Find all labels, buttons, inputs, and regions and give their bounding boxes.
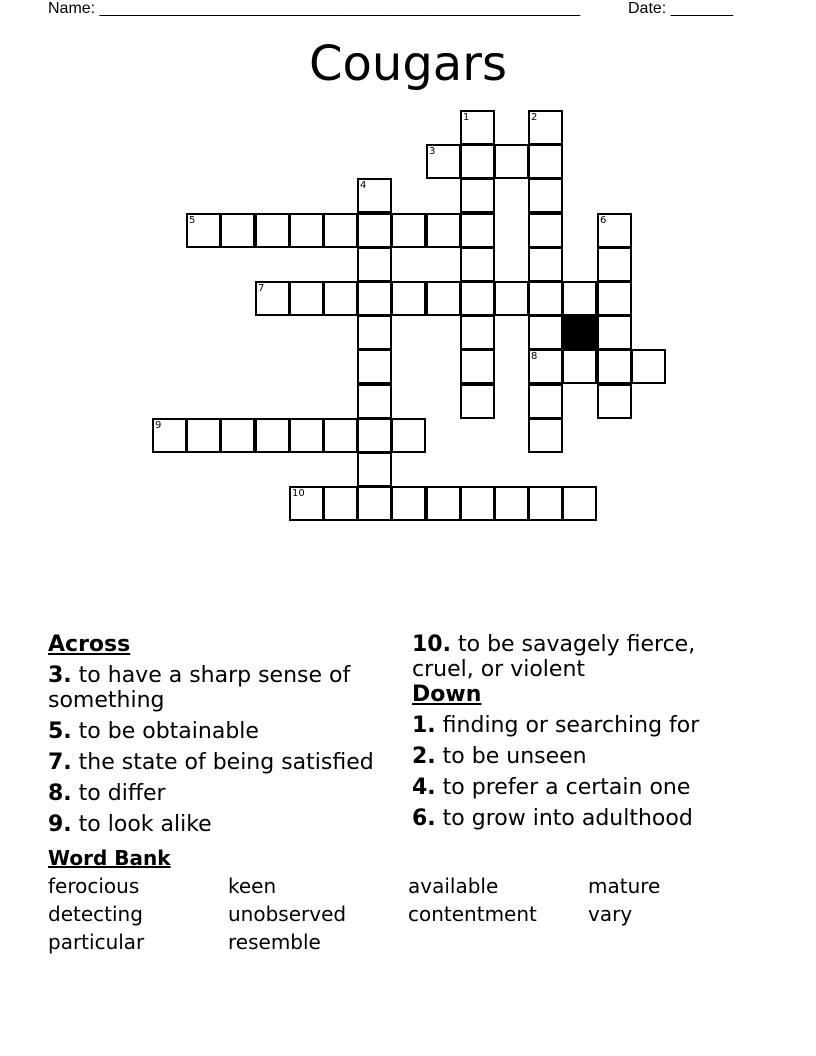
crossword-cell[interactable] — [357, 418, 392, 453]
crossword-cell[interactable] — [289, 213, 324, 248]
crossword-cell[interactable] — [460, 178, 495, 213]
crossword-cell[interactable] — [597, 213, 632, 248]
down-heading: Down — [412, 682, 482, 707]
crossword-cell[interactable] — [186, 213, 221, 248]
clue-down-6: 6. to grow into adulthood — [412, 806, 693, 831]
crossword-black-cell — [562, 315, 597, 350]
crossword-cell[interactable] — [460, 110, 495, 145]
crossword-cell[interactable] — [289, 418, 324, 453]
crossword-cell[interactable] — [289, 486, 324, 521]
crossword-cell[interactable] — [357, 213, 392, 248]
crossword-cell[interactable] — [426, 281, 461, 316]
crossword-cell[interactable] — [528, 247, 563, 282]
crossword-cell[interactable] — [494, 281, 529, 316]
crossword-cell[interactable] — [357, 349, 392, 384]
word-bank-title: Word Bank — [48, 846, 171, 870]
crossword-cell[interactable] — [323, 486, 358, 521]
crossword-cell[interactable] — [255, 213, 290, 248]
crossword-cell[interactable] — [391, 486, 426, 521]
crossword-cell[interactable] — [357, 384, 392, 419]
crossword-cell[interactable] — [562, 349, 597, 384]
crossword-cell[interactable] — [391, 418, 426, 453]
crossword-cell[interactable] — [528, 144, 563, 179]
crossword-cell[interactable] — [528, 384, 563, 419]
word-bank-item: vary — [588, 902, 633, 926]
crossword-cell[interactable] — [426, 213, 461, 248]
clue-number-label: 4 — [360, 180, 367, 191]
word-bank — [48, 874, 768, 954]
crossword-cell[interactable] — [323, 213, 358, 248]
clue-across-3: 3. to have a sharp sense of something — [48, 663, 351, 713]
page-title: Cougars — [309, 36, 507, 92]
crossword-cell[interactable] — [357, 486, 392, 521]
crossword-cell[interactable] — [357, 281, 392, 316]
word-bank-item: keen — [228, 874, 277, 898]
crossword-cell[interactable] — [460, 213, 495, 248]
across-heading: Across — [48, 632, 131, 657]
crossword-cell[interactable] — [528, 178, 563, 213]
crossword-cell[interactable] — [255, 281, 290, 316]
crossword-cell[interactable] — [494, 144, 529, 179]
crossword-cell[interactable] — [323, 418, 358, 453]
crossword-cell[interactable] — [289, 281, 324, 316]
crossword-cell[interactable] — [391, 213, 426, 248]
date-field-line: Date: _______ — [628, 0, 733, 17]
crossword-cell[interactable] — [391, 281, 426, 316]
crossword-cell[interactable] — [528, 315, 563, 350]
crossword-cell[interactable] — [528, 110, 563, 145]
crossword-cell[interactable] — [426, 144, 461, 179]
word-bank-item: mature — [588, 874, 661, 898]
crossword-cell[interactable] — [562, 281, 597, 316]
clue-down-4: 4. to prefer a certain one — [412, 775, 691, 800]
crossword-cell[interactable] — [528, 486, 563, 521]
clue-number-label: 10 — [292, 488, 305, 499]
crossword-cell[interactable] — [494, 486, 529, 521]
clue-across-8: 8. to differ — [48, 781, 166, 806]
crossword-cell[interactable] — [460, 349, 495, 384]
crossword-cell[interactable] — [220, 418, 255, 453]
clue-across-5: 5. to be obtainable — [48, 719, 259, 744]
clue-number-label: 6 — [600, 215, 607, 226]
clue-down-1: 1. finding or searching for — [412, 713, 700, 738]
word-bank-item: unobserved — [228, 902, 347, 926]
crossword-cell[interactable] — [631, 349, 666, 384]
crossword-cell[interactable] — [460, 315, 495, 350]
crossword-cell[interactable] — [186, 418, 221, 453]
crossword-cell[interactable] — [460, 384, 495, 419]
clue-number-label: 8 — [531, 351, 538, 362]
word-bank-item: available — [408, 874, 499, 898]
clues-left-column — [48, 632, 398, 837]
crossword-cell[interactable] — [323, 281, 358, 316]
crossword-cell[interactable] — [528, 213, 563, 248]
word-bank-item: resemble — [228, 930, 321, 954]
crossword-cell[interactable] — [357, 452, 392, 487]
crossword-cell[interactable] — [357, 315, 392, 350]
crossword-cell[interactable] — [460, 486, 495, 521]
crossword-cell[interactable] — [528, 349, 563, 384]
clue-number-label: 5 — [189, 215, 196, 226]
crossword-cell[interactable] — [597, 281, 632, 316]
word-bank-item: ferocious — [48, 874, 140, 898]
clue-number-label: 2 — [531, 112, 538, 123]
crossword-cell[interactable] — [562, 486, 597, 521]
clue-number-label: 1 — [463, 112, 470, 123]
crossword-cell[interactable] — [597, 247, 632, 282]
crossword-cell[interactable] — [357, 247, 392, 282]
clues-right-column — [412, 632, 732, 831]
crossword-cell[interactable] — [597, 315, 632, 350]
crossword-cell[interactable] — [426, 486, 461, 521]
crossword-cell[interactable] — [357, 178, 392, 213]
clue-across-7: 7. the state of being satisfied — [48, 750, 374, 775]
clue-number-label: 9 — [155, 420, 162, 431]
crossword-cell[interactable] — [255, 418, 290, 453]
name-field-line: Name: ______________________________________________________ — [48, 0, 581, 17]
word-bank-item: contentment — [408, 902, 537, 926]
clue-number-label: 3 — [429, 146, 436, 157]
crossword-cell[interactable] — [460, 247, 495, 282]
word-bank-item: detecting — [48, 902, 143, 926]
crossword-cell[interactable] — [597, 349, 632, 384]
crossword-cell[interactable] — [528, 281, 563, 316]
crossword-cell[interactable] — [152, 418, 187, 453]
crossword-cell[interactable] — [460, 281, 495, 316]
crossword-cell[interactable] — [220, 213, 255, 248]
crossword-cell[interactable] — [460, 144, 495, 179]
clue-down-2: 2. to be unseen — [412, 744, 587, 769]
clue-number-label: 7 — [258, 283, 265, 294]
clue-across-10: 10. to be savagely fierce, cruel, or violent — [412, 632, 696, 682]
word-bank-item: particular — [48, 930, 145, 954]
crossword-cell[interactable] — [528, 418, 563, 453]
crossword-cell[interactable] — [597, 384, 632, 419]
clue-across-9: 9. to look alike — [48, 812, 212, 837]
